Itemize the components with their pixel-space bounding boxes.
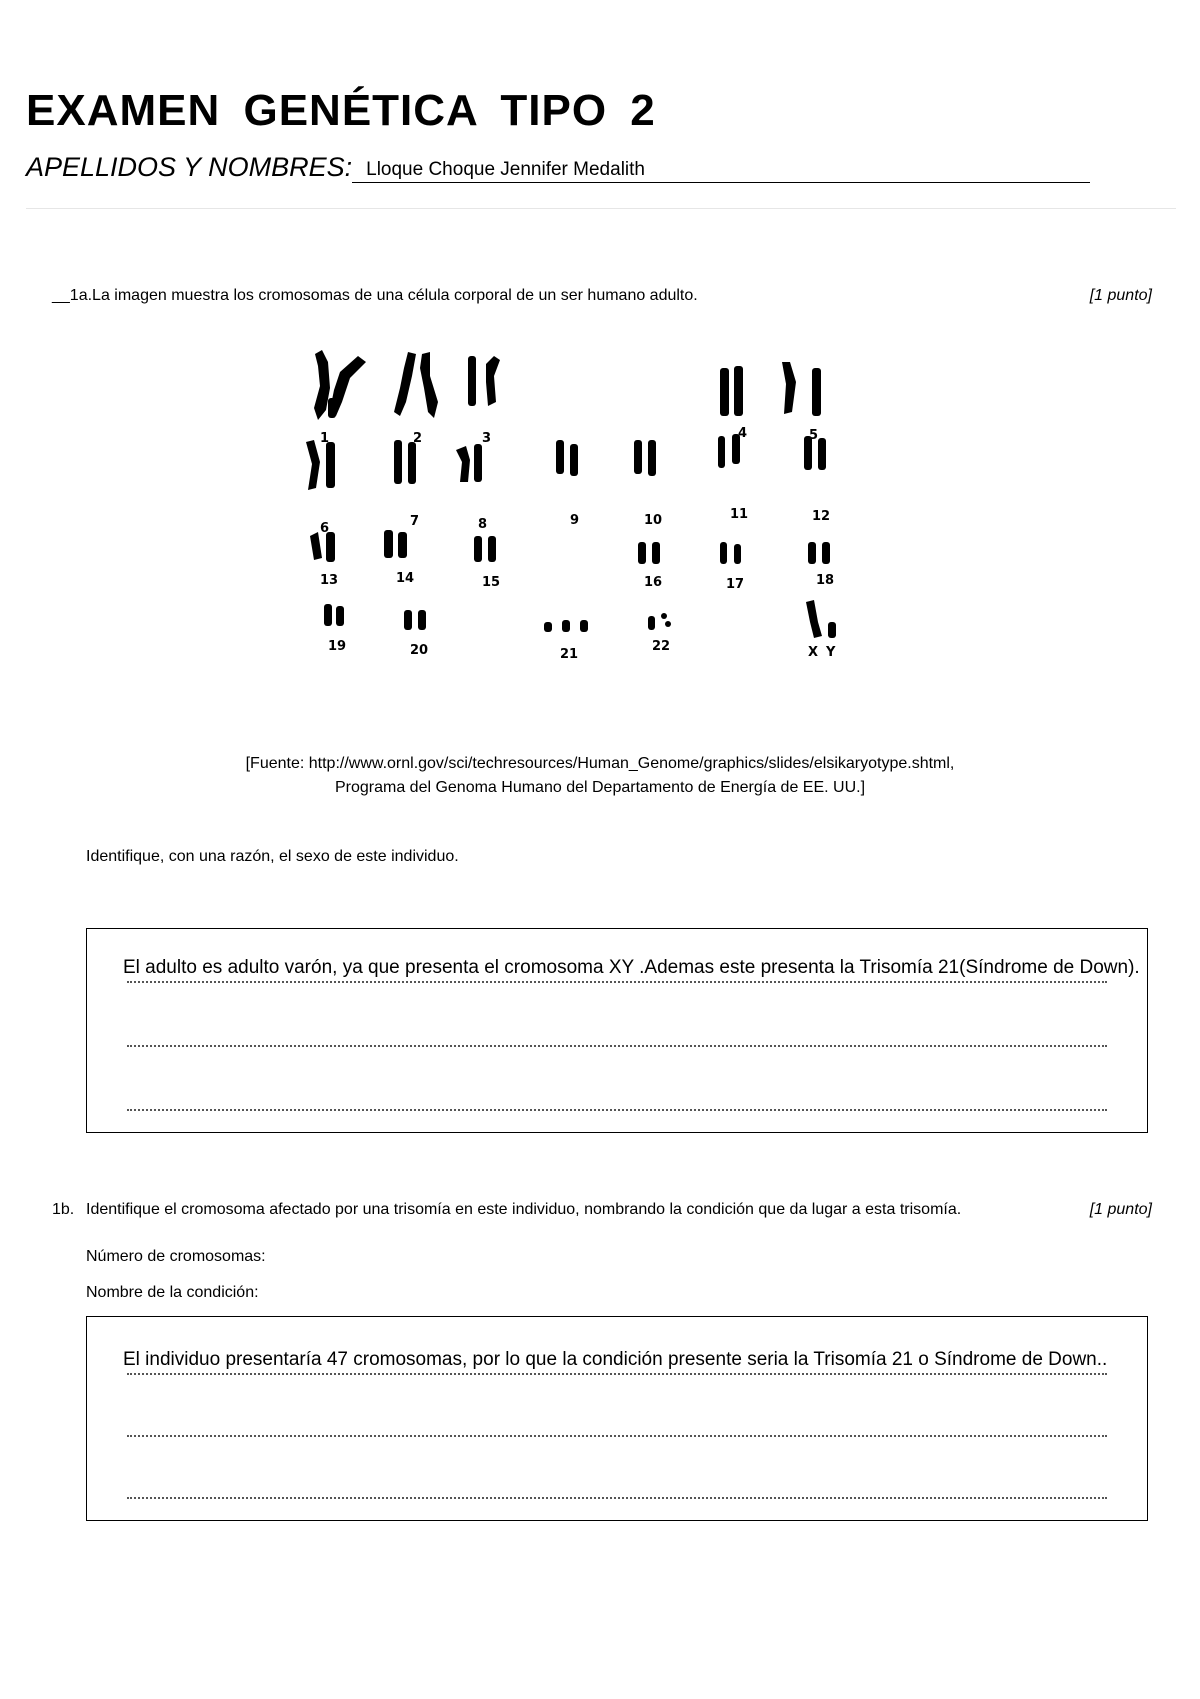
karyotype-label-10: 10 (644, 513, 663, 528)
dotted-line (127, 1435, 1107, 1437)
answer-box-1b[interactable] (86, 1316, 1148, 1521)
karyotype-label-16: 16 (644, 575, 663, 590)
dotted-line (127, 1497, 1107, 1499)
question-1b-points: [1 punto] (1089, 1201, 1152, 1218)
name-row (26, 152, 1126, 186)
karyotype-label-1: 1 (320, 431, 330, 446)
karyotype-label-11: 11 (730, 507, 749, 522)
answer-1a-text[interactable]: El adulto es adulto varón, ya que presenta el cromosoma XY .Ademas este presenta la Trisomía 21(Síndrome de Down). (123, 957, 1140, 978)
karyotype-label-19: 19 (328, 639, 347, 654)
karyotype-label-9: 9 (570, 513, 580, 528)
karyotype-label-7: 7 (410, 514, 420, 529)
question-1b-number: 1b. (52, 1201, 75, 1218)
question-1b-text: Identifique el cromosoma afectado por una trisomía en este individuo, nombrando la condición que da lugar a esta trisomía. (86, 1201, 962, 1218)
dotted-line (127, 1045, 1107, 1047)
karyotype-label-15: 15 (482, 575, 501, 590)
dotted-line (127, 981, 1107, 983)
header-separator (26, 208, 1176, 209)
label-number-of-chromosomes: Número de cromosomas: (86, 1248, 266, 1265)
karyotype-label-18: 18 (816, 573, 835, 588)
dotted-line (127, 1109, 1107, 1111)
name-label: APELLIDOS Y NOMBRES: (26, 152, 353, 182)
karyotype-label-14: 14 (396, 571, 415, 586)
source-line-1: [Fuente: http://www.ornl.gov/sci/techresources/Human_Genome/graphics/slides/elsikaryotype.shtml, (245, 755, 955, 772)
karyotype-label-17: 17 (726, 577, 745, 592)
karyotype-svg (300, 332, 940, 722)
karyotype-label-12: 12 (812, 509, 831, 524)
question-1a-prompt: Identifique, con una razón, el sexo de este individuo. (86, 848, 459, 865)
exam-title: EXAMEN GENÉTICA TIPO 2 (26, 86, 656, 135)
label-condition-name: Nombre de la condición: (86, 1284, 259, 1301)
karyotype-label-20: 20 (410, 643, 429, 658)
question-1a-points: [1 punto] (1089, 287, 1152, 304)
karyotype-label-5: 5 (809, 428, 819, 443)
karyotype-image (300, 332, 940, 722)
question-1a-text: La imagen muestra los cromosomas de una célula corporal de un ser humano adulto. (92, 287, 698, 304)
answer-box-1a[interactable] (86, 928, 1148, 1133)
karyotype-label-4: 4 (738, 426, 748, 441)
karyotype-label-22: 22 (652, 639, 671, 654)
karyotype-label-3: 3 (482, 431, 492, 446)
answer-1b-text[interactable]: El individuo presentaría 47 cromosomas, por lo que la condición presente seria la Trisomía 21 o Síndrome de Down.. (123, 1349, 1108, 1370)
karyotype-label-y: Y (826, 645, 836, 660)
name-field[interactable]: Lloque Choque Jennifer Medalith (352, 153, 1090, 183)
source-line-2: Programa del Genoma Humano del Departamento de Energía de EE. UU.] (334, 779, 866, 796)
question-1a-number: __1a. (52, 287, 93, 304)
karyotype-label-x: X (808, 645, 819, 660)
question-1a (52, 287, 698, 305)
karyotype-label-6: 6 (320, 521, 330, 536)
karyotype-label-2: 2 (413, 431, 423, 446)
karyotype-label-13: 13 (320, 573, 339, 588)
karyotype-label-21: 21 (560, 647, 579, 662)
karyotype-label-8: 8 (478, 517, 488, 532)
dotted-line (127, 1373, 1107, 1375)
